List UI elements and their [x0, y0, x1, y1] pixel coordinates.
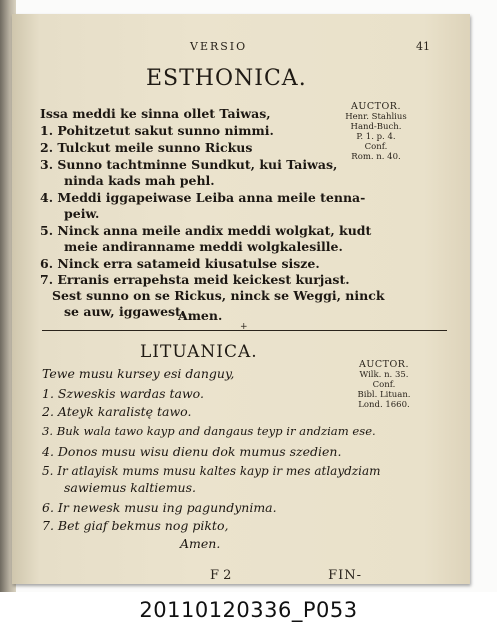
lituanica-line: 3. Buk wala tawo kayp and dangaus teyp ir andziam ese. [42, 424, 376, 438]
esthonica-auctor-note [338, 102, 414, 162]
auctor-line: Conf. [372, 380, 396, 390]
lituanica-title: LITUANICA. [140, 342, 258, 362]
lituanica-line: 6. Ir newesk musu ing pagundynima. [42, 500, 277, 515]
esthonica-line: 5. Ninck anna meile andix meddi wolgkat, kudt [40, 223, 372, 238]
esthonica-line: 2. Tulckut meile sunno Rickus [40, 140, 253, 155]
auctor-line: Lond. 1660. [358, 400, 410, 410]
auctor-heading: AUCTOR. [359, 359, 409, 370]
auctor-line: Hand-Buch. [350, 122, 402, 132]
lituanica-line: 5. Ir atlayisk mums musu kaltes kayp ir mes atlaydziam [42, 464, 381, 478]
esthonica-title: ESTHONICA. [146, 66, 307, 91]
lituanica-amen: Amen. [180, 536, 221, 551]
running-head: VERSIO [190, 40, 248, 53]
auctor-line: Wilk. n. 35. [359, 370, 409, 380]
esthonica-line: 6. Ninck erra satameid kiusatulse sisze. [40, 256, 320, 271]
esthonica-amen: Amen. [178, 308, 223, 323]
auctor-heading: AUCTOR. [351, 101, 401, 112]
lituanica-line: Tewe musu kursey esi danguy, [42, 366, 235, 381]
esthonica-line: 1. Pohitzetut sakut sunno nimmi. [40, 123, 274, 138]
esthonica-line: 4. Meddi iggapeiwase Leiba anna meile tenna- [40, 190, 366, 205]
esthonica-line: meie andiranname meddi wolgkalesille. [64, 239, 343, 254]
esthonica-line: Issa meddi ke sinna ollet Taiwas, [40, 106, 271, 121]
auctor-line: Henr. Stahlius [345, 112, 407, 122]
auctor-line: Bibl. Lituan. [357, 390, 411, 400]
divider-mark: + [240, 322, 248, 332]
esthonica-line: Sest sunno on se Rickus, ninck se Weggi, ninck [52, 288, 385, 303]
esthonica-line: se auw, iggawest. [64, 304, 186, 319]
page-number: 41 [416, 40, 430, 53]
book-page [12, 14, 470, 584]
esthonica-line: ninda kads mah pehl. [64, 173, 215, 188]
image-caption: 20110120336_P053 [139, 598, 358, 622]
lituanica-line: 2. Ateyk karalistę tawo. [42, 404, 192, 419]
auctor-line: P. 1. p. 4. [356, 132, 396, 142]
lituanica-line: 1. Szweskis wardas tawo. [42, 386, 204, 401]
lituanica-line: sawiemus kaltiemus. [64, 480, 196, 495]
signature-mark: F 2 [210, 568, 232, 583]
esthonica-line: 7. Erranis errapehsta meid keickest kurjast. [40, 272, 350, 287]
lituanica-line: 7. Bet giaf bekmus nog pikto, [42, 518, 229, 533]
lituanica-auctor-note [348, 360, 420, 410]
esthonica-line: 3. Sunno tachtminne Sundkut, kui Taiwas, [40, 157, 338, 172]
catchword: FIN- [328, 568, 362, 583]
auctor-line: Rom. n. 40. [351, 152, 401, 162]
lituanica-line: 4. Donos musu wisu dienu dok mumus szedien. [42, 444, 342, 459]
auctor-line: Conf. [364, 142, 388, 152]
esthonica-line: peiw. [64, 206, 100, 221]
